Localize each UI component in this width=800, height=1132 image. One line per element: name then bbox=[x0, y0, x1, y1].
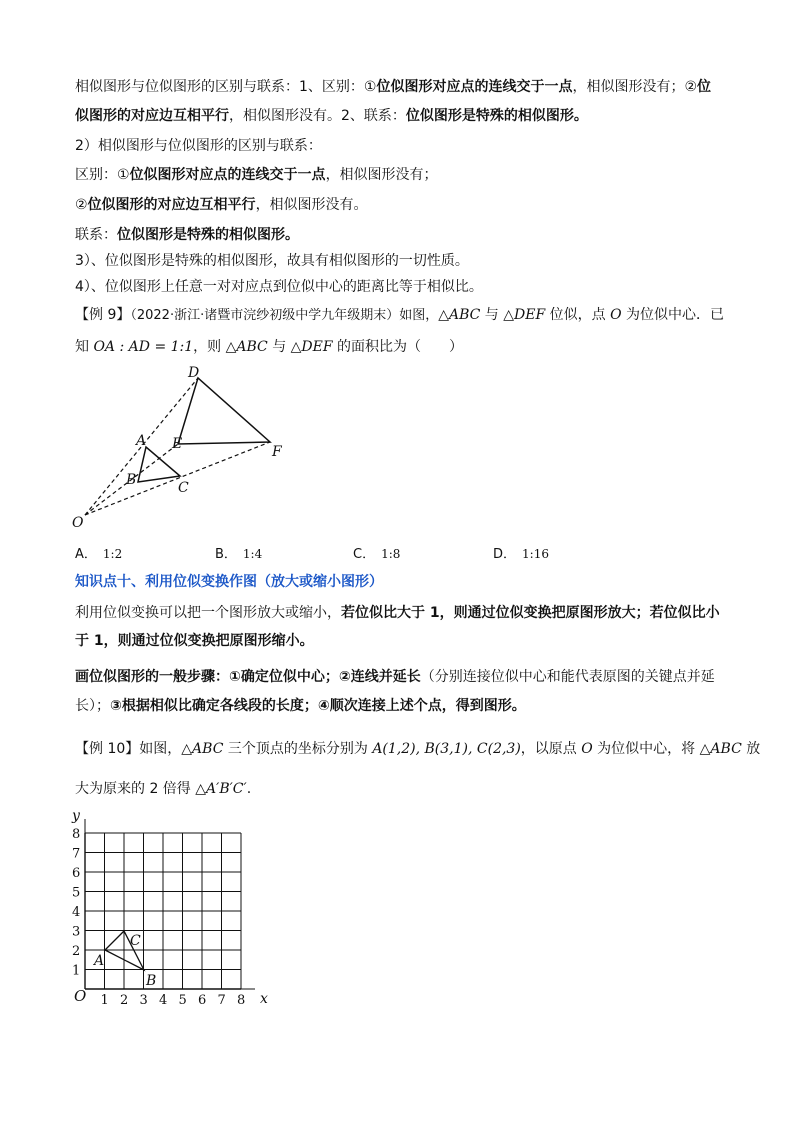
option-d[interactable]: D． 1:16 bbox=[493, 547, 549, 562]
paragraph-parallel: ②位似图形的对应边互相平行，相似图形没有。 bbox=[75, 197, 368, 213]
homothety-figure bbox=[70, 360, 300, 535]
paragraph-transform: 利用位似变换可以把一个图形放大或缩小，若位似比大于 1，则通过位似变换把原图形放大；若位似比小 bbox=[75, 605, 720, 621]
triangle-ABC bbox=[138, 447, 180, 482]
paragraph-point-3: 3）、位似图形是特殊的相似图形，故具有相似图形的一切性质。 bbox=[75, 253, 469, 269]
label-D: D bbox=[188, 365, 200, 381]
option-a[interactable]: A． 1:2 bbox=[75, 547, 123, 562]
ray-OF bbox=[85, 442, 270, 515]
y-tick-label: 7 bbox=[72, 846, 81, 862]
x-tick-label: 1 bbox=[100, 993, 109, 1008]
x-axis-label: x bbox=[260, 991, 268, 1007]
label-E: E bbox=[172, 436, 183, 452]
grid-label-B: B bbox=[146, 973, 157, 989]
label-A: A bbox=[136, 433, 147, 449]
y-tick-label: 6 bbox=[72, 866, 81, 881]
x-tick-label: 7 bbox=[217, 993, 226, 1008]
example-9-line2: 知 OA : AD = 1:1，则 △ABC 与 △DEF 的面积比为（ ） bbox=[75, 339, 464, 355]
label-F: F bbox=[272, 444, 282, 460]
y-axis-label: y bbox=[72, 808, 80, 824]
section-heading-k10: 知识点十、利用位似变换作图（放大或缩小图形） bbox=[75, 574, 383, 590]
y-tick-label: 4 bbox=[72, 905, 81, 920]
grid-label-A: A bbox=[94, 953, 105, 969]
y-tick-label: 2 bbox=[72, 944, 81, 959]
y-tick-label: 3 bbox=[72, 924, 81, 940]
y-tick-label: 5 bbox=[72, 885, 81, 901]
x-tick-label: 4 bbox=[159, 993, 168, 1008]
example-9-line1: 【例 9】（2022·浙江·诸暨市浣纱初级中学九年级期末）如图，△ABC 与 △DEF 位似，点 O 为位似中心．已 bbox=[75, 307, 725, 323]
paragraph-distinction-1-cont: 似图形的对应边互相平行，相似图形没有。2、联系：位似图形是特殊的相似图形。 bbox=[75, 108, 588, 124]
label-B: B bbox=[126, 472, 137, 488]
example-10-line2: 大为原来的 2 倍得 △A′B′C′. bbox=[75, 781, 252, 797]
example-10-line1: 【例 10】如图，△ABC 三个顶点的坐标分别为 A(1,2), B(3,1), C(2,3)，以原点 O 为位似中心，将 △ABC 放 bbox=[75, 741, 761, 757]
option-b[interactable]: B． 1:4 bbox=[215, 547, 263, 562]
x-tick-label: 8 bbox=[237, 993, 246, 1008]
x-tick-label: 2 bbox=[120, 993, 129, 1008]
paragraph-heading-2: 2）相似图形与位似图形的区别与联系： bbox=[75, 138, 322, 154]
option-c[interactable]: C． 1:8 bbox=[353, 547, 401, 562]
y-tick-label: 1 bbox=[72, 963, 81, 979]
label-C: C bbox=[178, 480, 189, 496]
paragraph-steps-cont: 长）；③根据相似比确定各线段的长度；④顺次连接上述个点，得到图形。 bbox=[75, 698, 526, 714]
x-tick-label: 6 bbox=[198, 993, 207, 1008]
paragraph-distinction-1: 相似图形与位似图形的区别与联系：1、区别：①位似图形对应点的连线交于一点，相似图形没有；②位 bbox=[75, 79, 712, 95]
paragraph-connection: 联系：位似图形是特殊的相似图形。 bbox=[75, 227, 299, 243]
triangle-DEF bbox=[178, 378, 270, 444]
grid-label-C: C bbox=[130, 933, 141, 949]
x-tick-label: 5 bbox=[178, 993, 187, 1008]
paragraph-point-4: 4）、位似图形上任意一对对应点到位似中心的距离比等于相似比。 bbox=[75, 279, 483, 295]
y-tick-label: 8 bbox=[72, 827, 81, 842]
coordinate-grid bbox=[60, 800, 290, 1015]
label-O: O bbox=[72, 515, 84, 531]
paragraph-transform-cont: 于 1，则通过位似变换把原图形缩小。 bbox=[75, 633, 314, 649]
grid-origin: O bbox=[74, 987, 87, 1005]
paragraph-steps: 画位似图形的一般步骤：①确定位似中心；②连线并延长（分别连接位似中心和能代表原图的关键点并延 bbox=[75, 669, 715, 685]
paragraph-distinction: 区别：①位似图形对应点的连线交于一点，相似图形没有； bbox=[75, 167, 438, 183]
x-tick-label: 3 bbox=[139, 993, 148, 1008]
